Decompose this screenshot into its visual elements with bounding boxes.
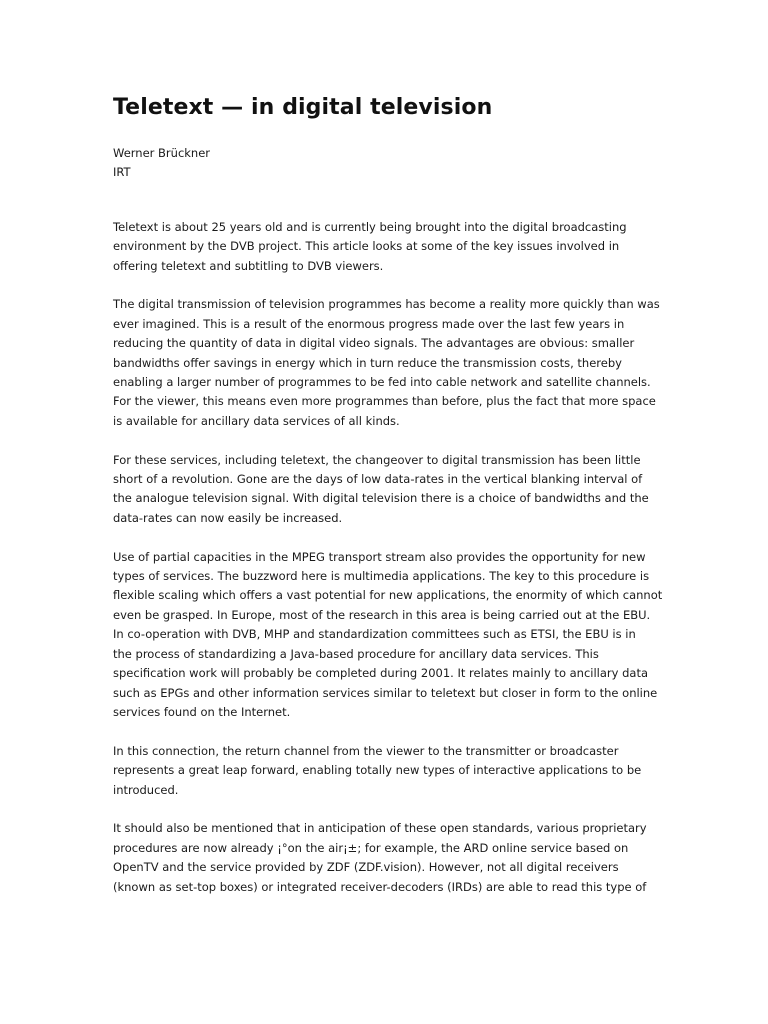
paragraph-line: ever imagined. This is a result of the enormous progress made over the last few years in	[113, 316, 625, 331]
paragraph-line: (known as set-top boxes) or integrated receiver-decoders (IRDs) are able to read this type of	[113, 879, 647, 894]
paragraph-line: environment by the DVB project. This article looks at some of the key issues involved in	[113, 239, 620, 254]
paragraph-line: In co-operation with DVB, MHP and standardization committees such as ETSI, the EBU is in	[113, 627, 636, 642]
body-paragraph	[113, 742, 658, 800]
paragraph-line: In this connection, the return channel from the viewer to the transmitter or broadcaster	[113, 743, 619, 758]
paragraph-line: flexible scaling which offers a vast potential for new applications, the enormity of which cannot	[113, 588, 663, 603]
paragraph-line: the process of standardizing a Java-based procedure for ancillary data services. This	[113, 646, 599, 661]
paragraph-line: It should also be mentioned that in anticipation of these open standards, various proprietary	[113, 821, 647, 836]
paragraph-line: types of services. The buzzword here is multimedia applications. The key to this procedure is	[113, 569, 650, 584]
body-paragraph	[113, 819, 658, 897]
paragraph-line: specification work will probably be completed during 2001. It relates mainly to ancillary data	[113, 666, 649, 681]
paragraph-line: procedures are now already ¡°on the air¡±; for example, the ARD online service based on	[113, 840, 629, 855]
paragraph-line: The digital transmission of television programmes has become a reality more quickly than was	[113, 297, 660, 312]
body-paragraph	[113, 451, 658, 529]
paragraph-line: bandwidths offer savings in energy which in turn reduce the transmission costs, thereby	[113, 355, 622, 370]
paragraph-line: OpenTV and the service provided by ZDF (ZDF.vision). However, not all digital receivers	[113, 860, 619, 875]
paragraph-line: services found on the Internet.	[113, 704, 291, 719]
paragraph-line: represents a great leap forward, enabling totally new types of interactive applications to be	[113, 763, 642, 778]
paragraph-line: data-rates can now easily be increased.	[113, 510, 343, 525]
paragraph-line: the analogue television signal. With digital television there is a choice of bandwidths and the	[113, 491, 649, 506]
paragraph-line: such as EPGs and other information services similar to teletext but closer in form to the online	[113, 685, 658, 700]
paragraph-line: is available for ancillary data services of all kinds.	[113, 413, 400, 428]
author-affiliation: IRT	[113, 165, 131, 180]
author-name: Werner Brückner	[113, 146, 211, 160]
paragraph-line: For these services, including teletext, the changeover to digital transmission has been little	[113, 452, 641, 467]
paragraph-line: short of a revolution. Gone are the days of low data-rates in the vertical blanking interval of	[113, 472, 643, 487]
paragraph-line: offering teletext and subtitling to DVB viewers.	[113, 258, 384, 273]
paragraph-line: Teletext is about 25 years old and is currently being brought into the digital broadcasting	[113, 219, 627, 234]
paragraph-line: reducing the quantity of data in digital video signals. The advantages are obvious: smaller	[113, 336, 635, 351]
body-paragraph	[113, 548, 663, 723]
article-body	[113, 218, 663, 897]
byline	[113, 144, 658, 183]
paragraph-line: Use of partial capacities in the MPEG transport stream also provides the opportunity for new	[113, 549, 646, 564]
article-title: Teletext — in digital television	[113, 95, 493, 120]
article-page	[113, 92, 663, 916]
paragraph-line: For the viewer, this means even more programmes than before, plus the fact that more space	[113, 394, 656, 409]
paragraph-line: even be grasped. In Europe, most of the research in this area is being carried out at the EBU.	[113, 607, 651, 622]
paragraph-line: enabling a larger number of programmes to be fed into cable network and satellite channels.	[113, 375, 651, 390]
body-paragraph	[113, 295, 658, 431]
paragraph-line: introduced.	[113, 782, 179, 797]
body-paragraph	[113, 218, 658, 276]
